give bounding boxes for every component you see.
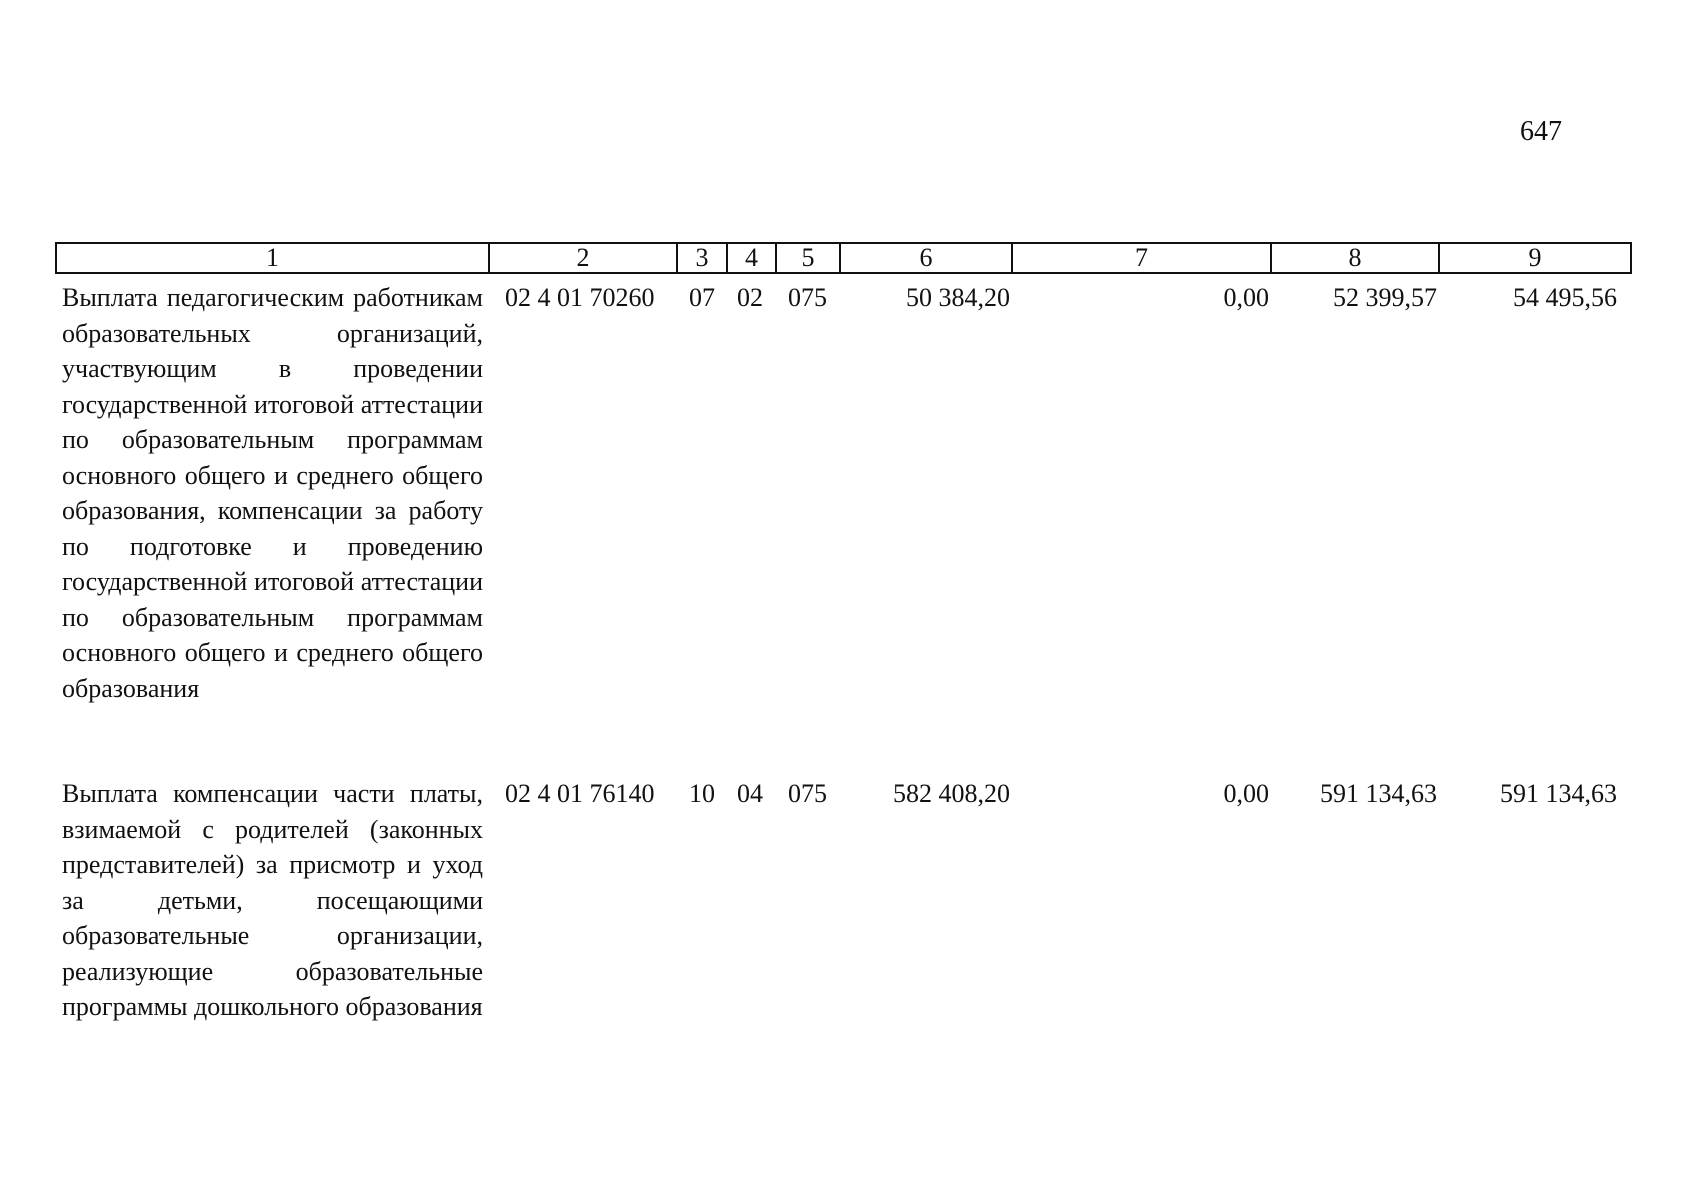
section-code: 10 [689, 779, 715, 808]
budget-table [55, 242, 1632, 1025]
column-header: 8 [1271, 243, 1439, 273]
amount-col6: 50 384,20 [906, 283, 1010, 312]
expense-type-code: 075 [788, 283, 827, 312]
table-header [56, 243, 1631, 273]
expense-type-code: 075 [788, 779, 827, 808]
amount-col8: 52 399,57 [1333, 283, 1437, 312]
column-header: 5 [776, 243, 840, 273]
column-header: 7 [1012, 243, 1271, 273]
column-header: 9 [1439, 243, 1631, 273]
section-code: 07 [689, 283, 715, 312]
amount-col9: 591 134,63 [1500, 779, 1617, 808]
subsection-code: 04 [737, 779, 763, 808]
target-article-code: 02 4 01 70260 [505, 283, 655, 312]
column-header: 4 [727, 243, 776, 273]
row-description: Выплата педагогическим работникам образовательных организаций, участвующим в проведении государственной итоговой аттестации по образовательным программам основного общего и среднего общего образования, компенсации за работу по подготовке и проведению государственной итоговой аттестации по образовательным программам основного общего и среднего общего образования [62, 283, 483, 703]
column-header: 1 [56, 243, 489, 273]
target-article-code: 02 4 01 76140 [505, 779, 655, 808]
amount-col7: 0,00 [1223, 283, 1269, 312]
amount-col6: 582 408,20 [893, 779, 1010, 808]
header-row [56, 243, 1631, 273]
table-row [56, 772, 1631, 1025]
table-body [56, 273, 1631, 1025]
table-row [56, 273, 1631, 772]
budget-table-container [55, 242, 1630, 1025]
column-header: 3 [677, 243, 727, 273]
column-header: 6 [840, 243, 1012, 273]
amount-col7: 0,00 [1223, 779, 1269, 808]
amount-col9: 54 495,56 [1513, 283, 1617, 312]
row-description: Выплата компенсации части платы, взимаемой с родителей (законных представителей) за присмотр и уход за детьми, посещающими образовательные организации, реализующие образовательные программы дошкольного образования [62, 779, 483, 1021]
subsection-code: 02 [737, 283, 763, 312]
amount-col8: 591 134,63 [1320, 779, 1437, 808]
page-number: 647 [1520, 116, 1562, 147]
column-header: 2 [489, 243, 677, 273]
